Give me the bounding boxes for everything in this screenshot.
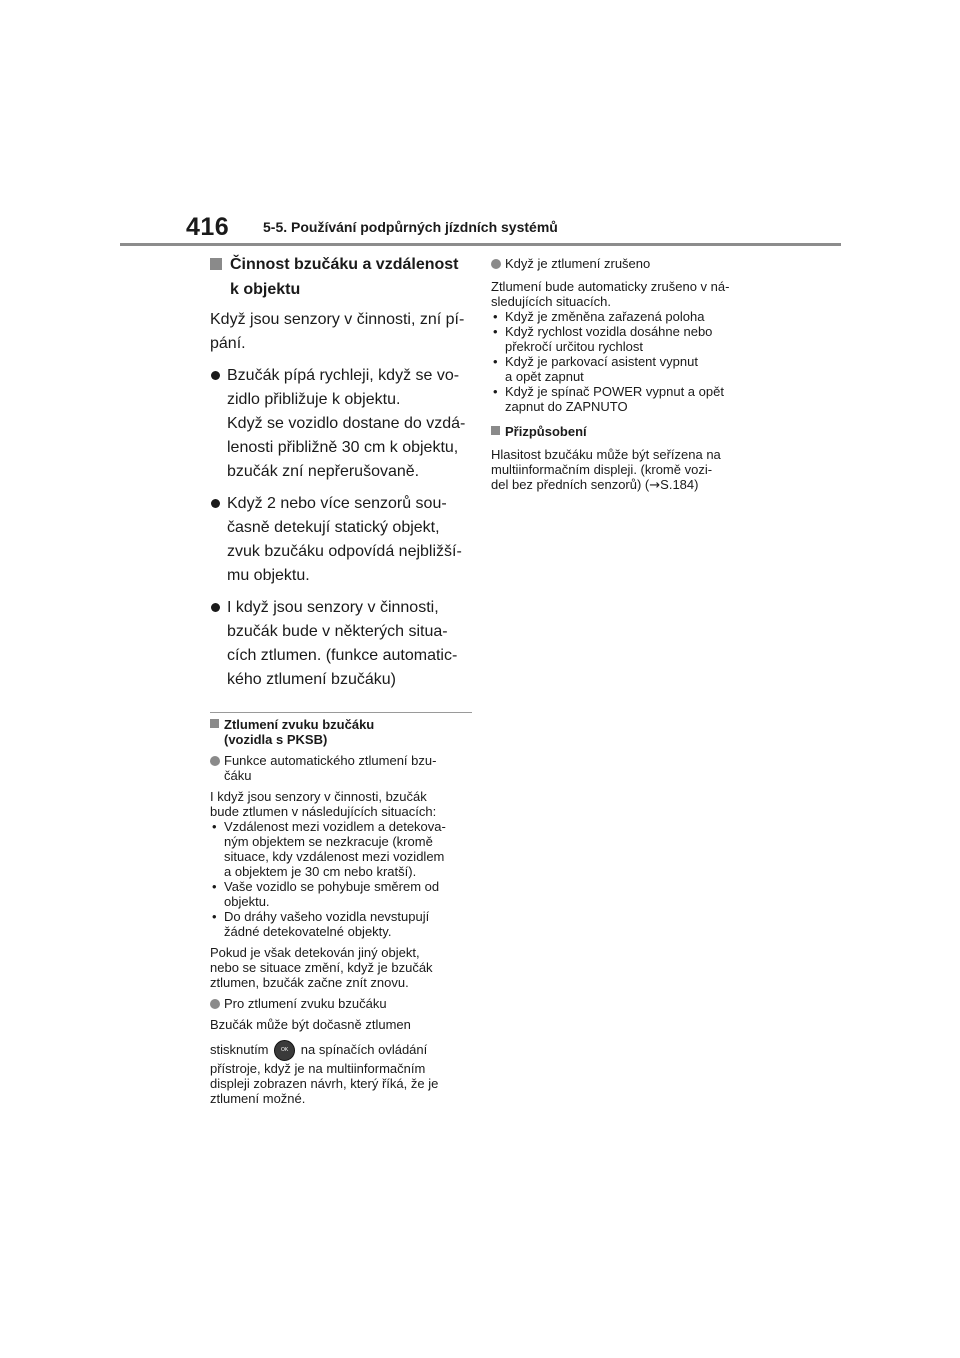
text-line: Do dráhy vašeho vozidla nevstupují <box>224 909 430 924</box>
text-line: bzučák bude v některých situa- <box>227 623 448 640</box>
header-rule <box>120 243 841 246</box>
paragraph <box>210 1040 472 1106</box>
bullet-dot-icon <box>211 499 220 508</box>
text-line: del bez předních senzorů) ( <box>491 477 650 492</box>
text-line: bzučák zní nepřerušovaně. <box>227 463 420 480</box>
text-line: Pokud je však detekován jiný objekt, <box>210 945 420 960</box>
bullet-item <box>210 596 472 692</box>
text-line: překročí určitou rychlost <box>505 339 643 354</box>
arrow-right-icon: → <box>649 478 661 493</box>
subheading-manual-mute <box>210 996 472 1011</box>
square-bullet-icon <box>210 719 219 728</box>
text-line: pání. <box>210 335 246 352</box>
text-line: Vzdálenost mezi vozidlem a detekova- <box>224 819 446 834</box>
paragraph <box>210 1017 472 1032</box>
paragraph <box>491 279 753 309</box>
text-line: Vaše vozidlo se pohybuje směrem od <box>224 879 440 894</box>
cancel-list <box>491 309 753 414</box>
text-line: ztlumení možné. <box>210 1091 306 1106</box>
text-line: přístroje, když je na multiinformačním <box>210 1061 426 1076</box>
text-line: I když jsou senzory v činnosti, bzučák <box>210 789 427 804</box>
circle-bullet-icon <box>210 999 220 1009</box>
text-line: Když je změněna zařazená poloha <box>505 309 705 324</box>
subheading-auto-mute <box>210 753 472 783</box>
page-reference-link[interactable]: S.184) <box>660 477 699 492</box>
text-line: stisknutím <box>210 1041 269 1057</box>
text-line: kého ztlumení bzučáku) <box>227 671 396 688</box>
text-line: časně detekují statický objekt, <box>227 519 440 536</box>
text-line: žádné detekovatelné objekty. <box>224 924 392 939</box>
text-line: Když je ztlumení zrušeno <box>505 256 651 271</box>
heading-customization <box>491 424 753 439</box>
text-line: ztlumen, bzučák začne znít znovu. <box>210 975 409 990</box>
bullet-dot-icon <box>211 603 220 612</box>
bullet-dot-icon <box>211 371 220 380</box>
text-line: Přizpůsobení <box>505 424 587 439</box>
text-line: čáku <box>224 768 252 783</box>
text-line: zvuk bzučáku odpovídá nejbližší- <box>227 543 462 560</box>
section-title: 5-5. Používání podpůrných jízdních systémů <box>263 219 558 235</box>
text-line: Funkce automatického ztlumení bzu- <box>224 753 437 768</box>
text-line: mu objektu. <box>227 567 310 584</box>
right-column <box>491 252 753 493</box>
circle-bullet-icon <box>210 756 220 766</box>
list-item <box>210 819 472 879</box>
ok-button-icon: OK <box>274 1040 295 1061</box>
text-line: displeji zobrazen návrh, který říká, že je <box>210 1076 439 1091</box>
text-line: I když jsou senzory v činnosti, <box>227 599 439 616</box>
paragraph <box>210 945 472 990</box>
left-column <box>210 252 472 1106</box>
text-line: nebo se situace změní, když je bzučák <box>210 960 433 975</box>
list-item <box>210 909 472 939</box>
text-line: ným objektem se nezkracuje (kromě <box>224 834 433 849</box>
text-line: a opět zapnut <box>505 369 584 384</box>
text-line: na spínačích ovládání <box>300 1041 428 1057</box>
text-line: Když rychlost vozidla dosáhne nebo <box>505 324 713 339</box>
bullet-item <box>210 364 472 484</box>
text-line: Pro ztlumení zvuku bzučáku <box>224 996 387 1011</box>
text-line: Když je parkovací asistent vypnut <box>505 354 698 369</box>
text-line: zidlo přibližuje k objektu. <box>227 391 401 408</box>
section-divider <box>210 712 472 713</box>
list-item <box>491 384 753 414</box>
bullet-item <box>210 492 472 588</box>
square-bullet-icon <box>491 426 500 435</box>
heading-buzzer-distance <box>210 252 472 302</box>
text-line: Když se vozidlo dostane do vzdá- <box>227 415 466 432</box>
list-item <box>491 324 753 354</box>
text-line: Bzučák může být dočasně ztlumen <box>210 1017 411 1032</box>
heading-mute <box>210 717 472 747</box>
heading-line: Činnost bzučáku a vzdálenost <box>230 256 459 273</box>
text-line: Ztlumení zvuku bzučáku <box>224 717 375 732</box>
text-line: objektu. <box>224 894 270 909</box>
text-line: sledujících situacích. <box>491 294 611 309</box>
text-line: Když jsou senzory v činnosti, zní pí- <box>210 311 465 328</box>
text-line: a objektem je 30 cm nebo kratší). <box>224 864 417 879</box>
text-line: Hlasitost bzučáku může být seřízena na <box>491 447 721 462</box>
text-line: zapnut do ZAPNUTO <box>505 399 628 414</box>
paragraph <box>210 789 472 819</box>
list-item <box>210 879 472 909</box>
text-line: bude ztlumen v následujících situacích: <box>210 804 437 819</box>
page-number: 416 <box>186 213 230 241</box>
heading-line: k objektu <box>230 281 301 298</box>
text-line: Když je spínač POWER vypnut a opět <box>505 384 724 399</box>
text-line: situace, kdy vzdálenost mezi vozidlem <box>224 849 445 864</box>
square-bullet-icon <box>210 258 222 270</box>
text-line: (vozidla s PKSB) <box>224 732 328 747</box>
text-line: cích ztlumen. (funkce automatic- <box>227 647 458 664</box>
list-item <box>491 309 753 324</box>
circle-bullet-icon <box>491 259 501 269</box>
text-line: Když 2 nebo více senzorů sou- <box>227 495 447 512</box>
text-line: Ztlumení bude automaticky zrušeno v ná- <box>491 279 730 294</box>
intro-paragraph <box>210 308 472 356</box>
paragraph <box>491 447 753 493</box>
text-line: multiinformačním displeji. (kromě vozi- <box>491 462 713 477</box>
text-line: Bzučák pípá rychleji, když se vo- <box>227 367 460 384</box>
auto-mute-list <box>210 819 472 939</box>
subheading-cancel-mute <box>491 256 753 271</box>
text-line: lenosti přibližně 30 cm k objektu, <box>227 439 459 456</box>
list-item <box>491 354 753 384</box>
